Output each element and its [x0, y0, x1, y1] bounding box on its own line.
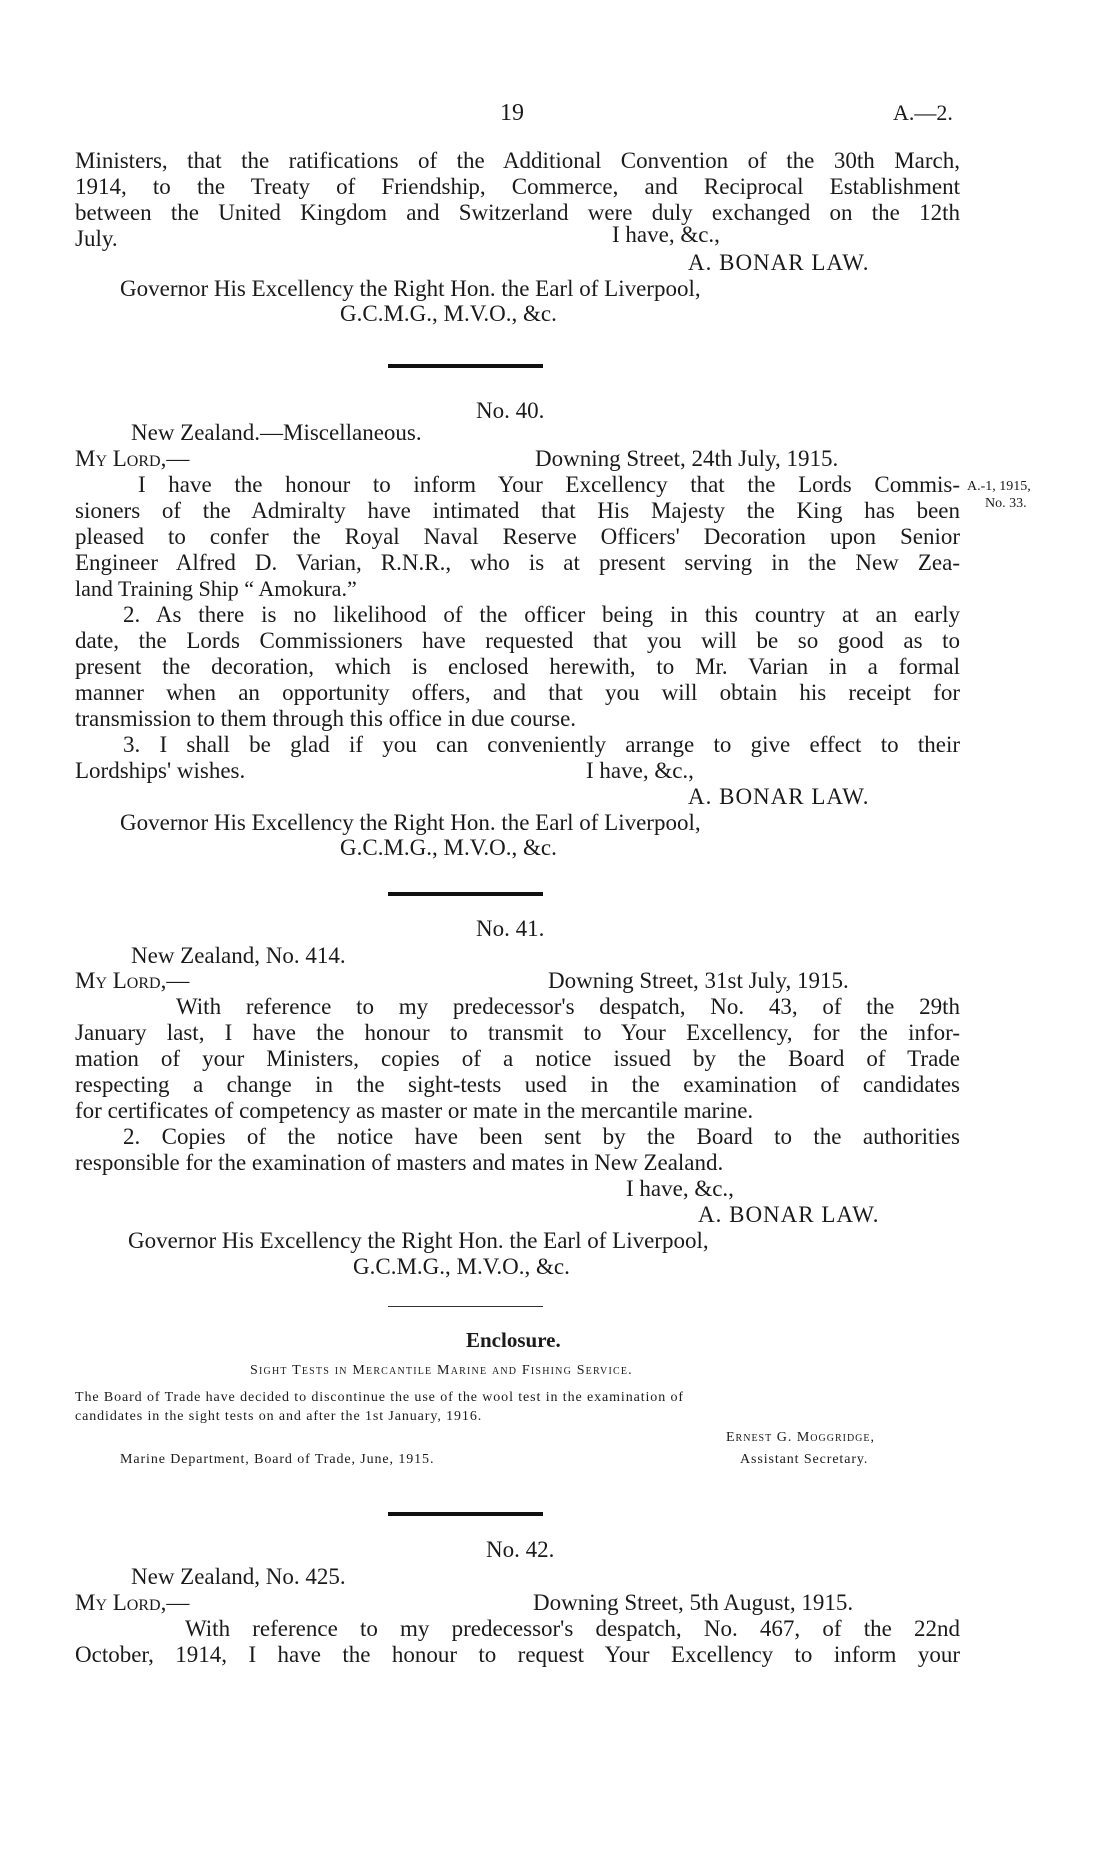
despatch-41-line-2: January last, I have the honour to transmit to Your Excellency, for the infor-: [75, 1020, 960, 1045]
despatch-41-subject: New Zealand, No. 414.: [131, 943, 346, 968]
enclosure-signer-title: Assistant Secretary.: [740, 1452, 869, 1467]
despatch-40-line-11: 3. I shall be glad if you can conveniently arrange to give effect to their: [123, 732, 960, 757]
despatch-40-heading: No. 40.: [476, 398, 545, 423]
prev-addressee-2: G.C.M.G., M.V.O., &c.: [340, 301, 557, 326]
despatch-40-line-3: pleased to confer the Royal Naval Reserve Officers' Decoration upon Senior: [75, 524, 960, 549]
despatch-41-heading: No. 41.: [476, 916, 545, 941]
despatch-40-salutation: My Lord,—: [75, 446, 190, 471]
despatch-41-addressee-2: G.C.M.G., M.V.O., &c.: [353, 1254, 570, 1279]
despatch-41-line-3: mation of your Ministers, copies of a notice issued by the Board of Trade: [75, 1046, 960, 1071]
despatch-40-line-2: sioners of the Admiralty have intimated that His Majesty the King has been: [75, 498, 960, 523]
despatch-41-closing: I have, &c.,: [626, 1176, 734, 1201]
despatch-42-subject: New Zealand, No. 425.: [131, 1564, 346, 1589]
enclosure-heading: Enclosure.: [466, 1328, 561, 1352]
despatch-40-signature: A. BONAR LAW.: [688, 784, 870, 809]
prev-line-4: July.: [75, 226, 118, 251]
despatch-41-addressee-1: Governor His Excellency the Right Hon. the Earl of Liverpool,: [128, 1228, 709, 1253]
despatch-40-line-8: present the decoration, which is enclosed herewith, to Mr. Varian in a formal: [75, 654, 960, 679]
despatch-40-subject: New Zealand.—Miscellaneous.: [131, 420, 422, 445]
section-divider: [388, 364, 543, 368]
despatch-40-line-12: Lordships' wishes.: [75, 758, 246, 783]
despatch-42-place-date: Downing Street, 5th August, 1915.: [533, 1590, 854, 1615]
despatch-40-line-7: date, the Lords Commissioners have requested that you will be so good as to: [75, 628, 960, 653]
despatch-40-line-4: Engineer Alfred D. Varian, R.N.R., who is at present serving in the New Zea-: [75, 550, 960, 575]
prev-line-3: between the United Kingdom and Switzerland were duly exchanged on the 12th: [75, 200, 960, 225]
despatch-40-margin-no: No. 33.: [985, 496, 1027, 511]
despatch-40-line-10: transmission to them through this office in due course.: [75, 706, 577, 731]
despatch-41-line-1: With reference to my predecessor's despatch, No. 43, of the 29th: [176, 994, 960, 1019]
enclosure-line-2: candidates in the sight tests on and after the 1st January, 1916.: [75, 1409, 483, 1424]
despatch-41-line-7: responsible for the examination of masters and mates in New Zealand.: [75, 1150, 724, 1175]
despatch-41-line-6: 2. Copies of the notice have been sent by the Board to the authorities: [123, 1124, 960, 1149]
prev-addressee-1: Governor His Excellency the Right Hon. the Earl of Liverpool,: [120, 276, 701, 301]
despatch-42-salutation: My Lord,—: [75, 1590, 190, 1615]
despatch-41-place-date: Downing Street, 31st July, 1915.: [548, 968, 849, 993]
despatch-40-margin-ref: A.-1, 1915,: [967, 479, 1031, 494]
enclosure-title: Sight Tests in Mercantile Marine and Fishing Service.: [250, 1363, 633, 1378]
enclosure-divider: [388, 1306, 543, 1307]
page-number: 19: [500, 100, 524, 126]
despatch-41-signature: A. BONAR LAW.: [698, 1202, 880, 1227]
section-divider: [388, 1512, 543, 1516]
despatch-40-addressee-1: Governor His Excellency the Right Hon. the Earl of Liverpool,: [120, 810, 701, 835]
despatch-41-line-4: respecting a change in the sight-tests used in the examination of candidates: [75, 1072, 960, 1097]
prev-closing: I have, &c.,: [612, 222, 720, 247]
prev-line-2: 1914, to the Treaty of Friendship, Commerce, and Reciprocal Establishment: [75, 174, 960, 199]
despatch-40-line-6: 2. As there is no likelihood of the officer being in this country at an early: [123, 602, 960, 627]
despatch-40-closing: I have, &c.,: [586, 758, 694, 783]
enclosure-origin: Marine Department, Board of Trade, June, 1915.: [120, 1452, 435, 1467]
despatch-40-addressee-2: G.C.M.G., M.V.O., &c.: [340, 835, 557, 860]
enclosure-signer-name: Ernest G. Moggridge,: [726, 1430, 875, 1445]
page-reference: A.—2.: [893, 100, 953, 125]
despatch-40-place-date: Downing Street, 24th July, 1915.: [535, 446, 839, 471]
despatch-40-line-1: I have the honour to inform Your Excellency that the Lords Commis-: [138, 472, 960, 497]
despatch-40-line-5: land Training Ship “ Amokura.”: [75, 576, 357, 601]
despatch-40-line-9: manner when an opportunity offers, and that you will obtain his receipt for: [75, 680, 960, 705]
section-divider: [388, 892, 543, 896]
despatch-41-line-5: for certificates of competency as master or mate in the mercantile marine.: [75, 1098, 754, 1123]
prev-signature: A. BONAR LAW.: [688, 250, 870, 275]
enclosure-line-1: The Board of Trade have decided to discontinue the use of the wool test in the examination of: [75, 1390, 684, 1405]
despatch-41-salutation: My Lord,—: [75, 968, 190, 993]
prev-line-1: Ministers, that the ratifications of the Additional Convention of the 30th March,: [75, 148, 960, 173]
despatch-42-heading: No. 42.: [486, 1537, 555, 1562]
despatch-42-line-1: With reference to my predecessor's despatch, No. 467, of the 22nd: [185, 1616, 960, 1641]
despatch-42-line-2: October, 1914, I have the honour to request Your Excellency to inform your: [75, 1642, 960, 1667]
